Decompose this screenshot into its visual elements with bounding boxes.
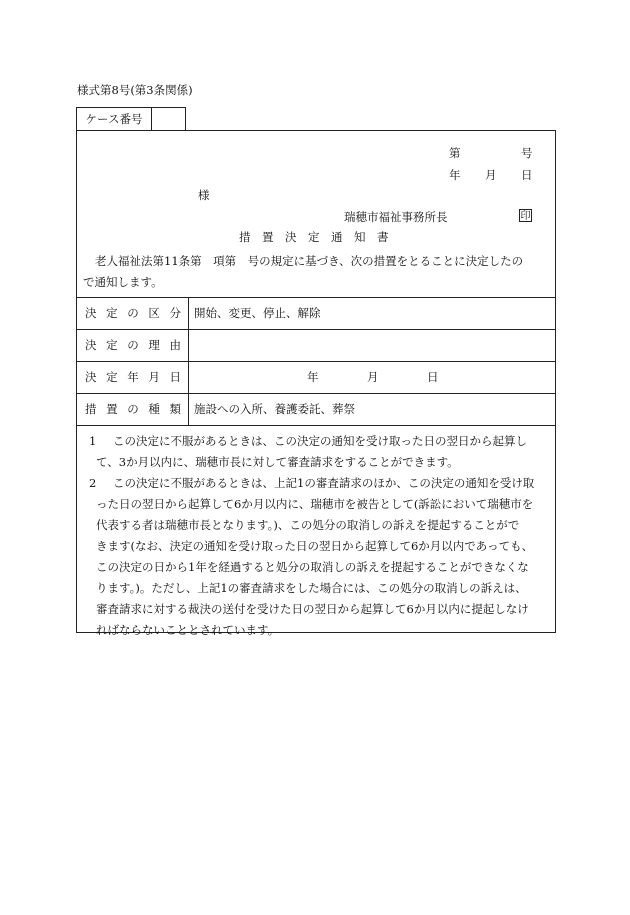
row-label-decision-category: 決 定 の 区 分 [85,306,181,320]
document-title: 措 置 決 定 通 知 書 [239,230,389,244]
number-suffix: 号 [521,146,533,160]
case-number-field[interactable] [152,108,185,130]
decision-category-value: 開始、変更、停止、解除 [194,306,321,320]
row-label-decision-reason: 決 定 の 理 由 [85,338,181,352]
divider [77,393,555,394]
decision-date-day: 日 [427,370,439,384]
note-2-line: 代表する者は瑞穂市長となります。)、この処分の取消しの訴えを提起することがで [96,518,520,532]
divider [77,329,555,330]
note-1-number: 1 [89,434,97,448]
note-2-line: この決定の日から1年を経過すると処分の取消しの訴えを提起することができなくな [96,560,529,574]
case-number-box [76,107,186,131]
number-prefix: 第 [449,146,461,160]
column-divider [188,297,189,425]
issuer-name: 瑞穂市福祉事務所長 [344,210,448,224]
decision-date-month: 月 [367,370,379,384]
date-month: 月 [485,168,497,182]
divider [77,361,555,362]
seal-mark: 印 [520,211,531,222]
row-label-decision-date: 決 定 年 月 日 [85,370,181,384]
divider [77,297,555,298]
note-2-line: この決定に不服があるときは、上記1の審査請求のほか、この決定の通知を受け取 [113,476,535,490]
note-2-line: ります。)。ただし、上記1の審査請求をした場合には、この処分の取消しの訴えは、 [96,581,527,595]
note-2-line: った日の翌日から起算して6か月以内に、瑞穂市を被告として(訴訟において瑞穂市を [96,497,534,511]
divider [77,425,555,426]
decision-date-year: 年 [307,370,319,384]
note-2-number: 2 [89,476,97,490]
date-year: 年 [449,168,461,182]
measure-type-value: 施設への入所、養護委託、葬祭 [194,402,355,416]
case-number-label: ケース番号 [77,108,152,130]
recipient-honorific: 様 [198,188,210,202]
note-2-line: きます(なお、決定の通知を受け取った日の翌日から起算して6か月以内であっても、 [96,539,534,553]
notice-form [76,130,556,637]
date-day: 日 [521,168,533,182]
form-title: 様式第8号(第3条関係) [77,83,193,97]
note-1-line: て、3か月以内に、瑞穂市長に対して審査請求をすることができます。 [96,455,459,469]
note-1-line: この決定に不服があるときは、この決定の通知を受け取った日の翌日から起算し [113,434,527,448]
intro-line-1: 老人福祉法第11条第 項第 号の規定に基づき、次の措置をとることに決定したの [95,254,524,268]
note-2-line: 審査請求に対する裁決の送付を受けた日の翌日から起算して6か月以内に提起しなけ [96,602,529,616]
note-2-line: ればならないこととされています。 [96,623,280,637]
intro-line-2: で通知します。 [83,275,163,289]
row-label-measure-type: 措 置 の 種 類 [85,402,181,416]
